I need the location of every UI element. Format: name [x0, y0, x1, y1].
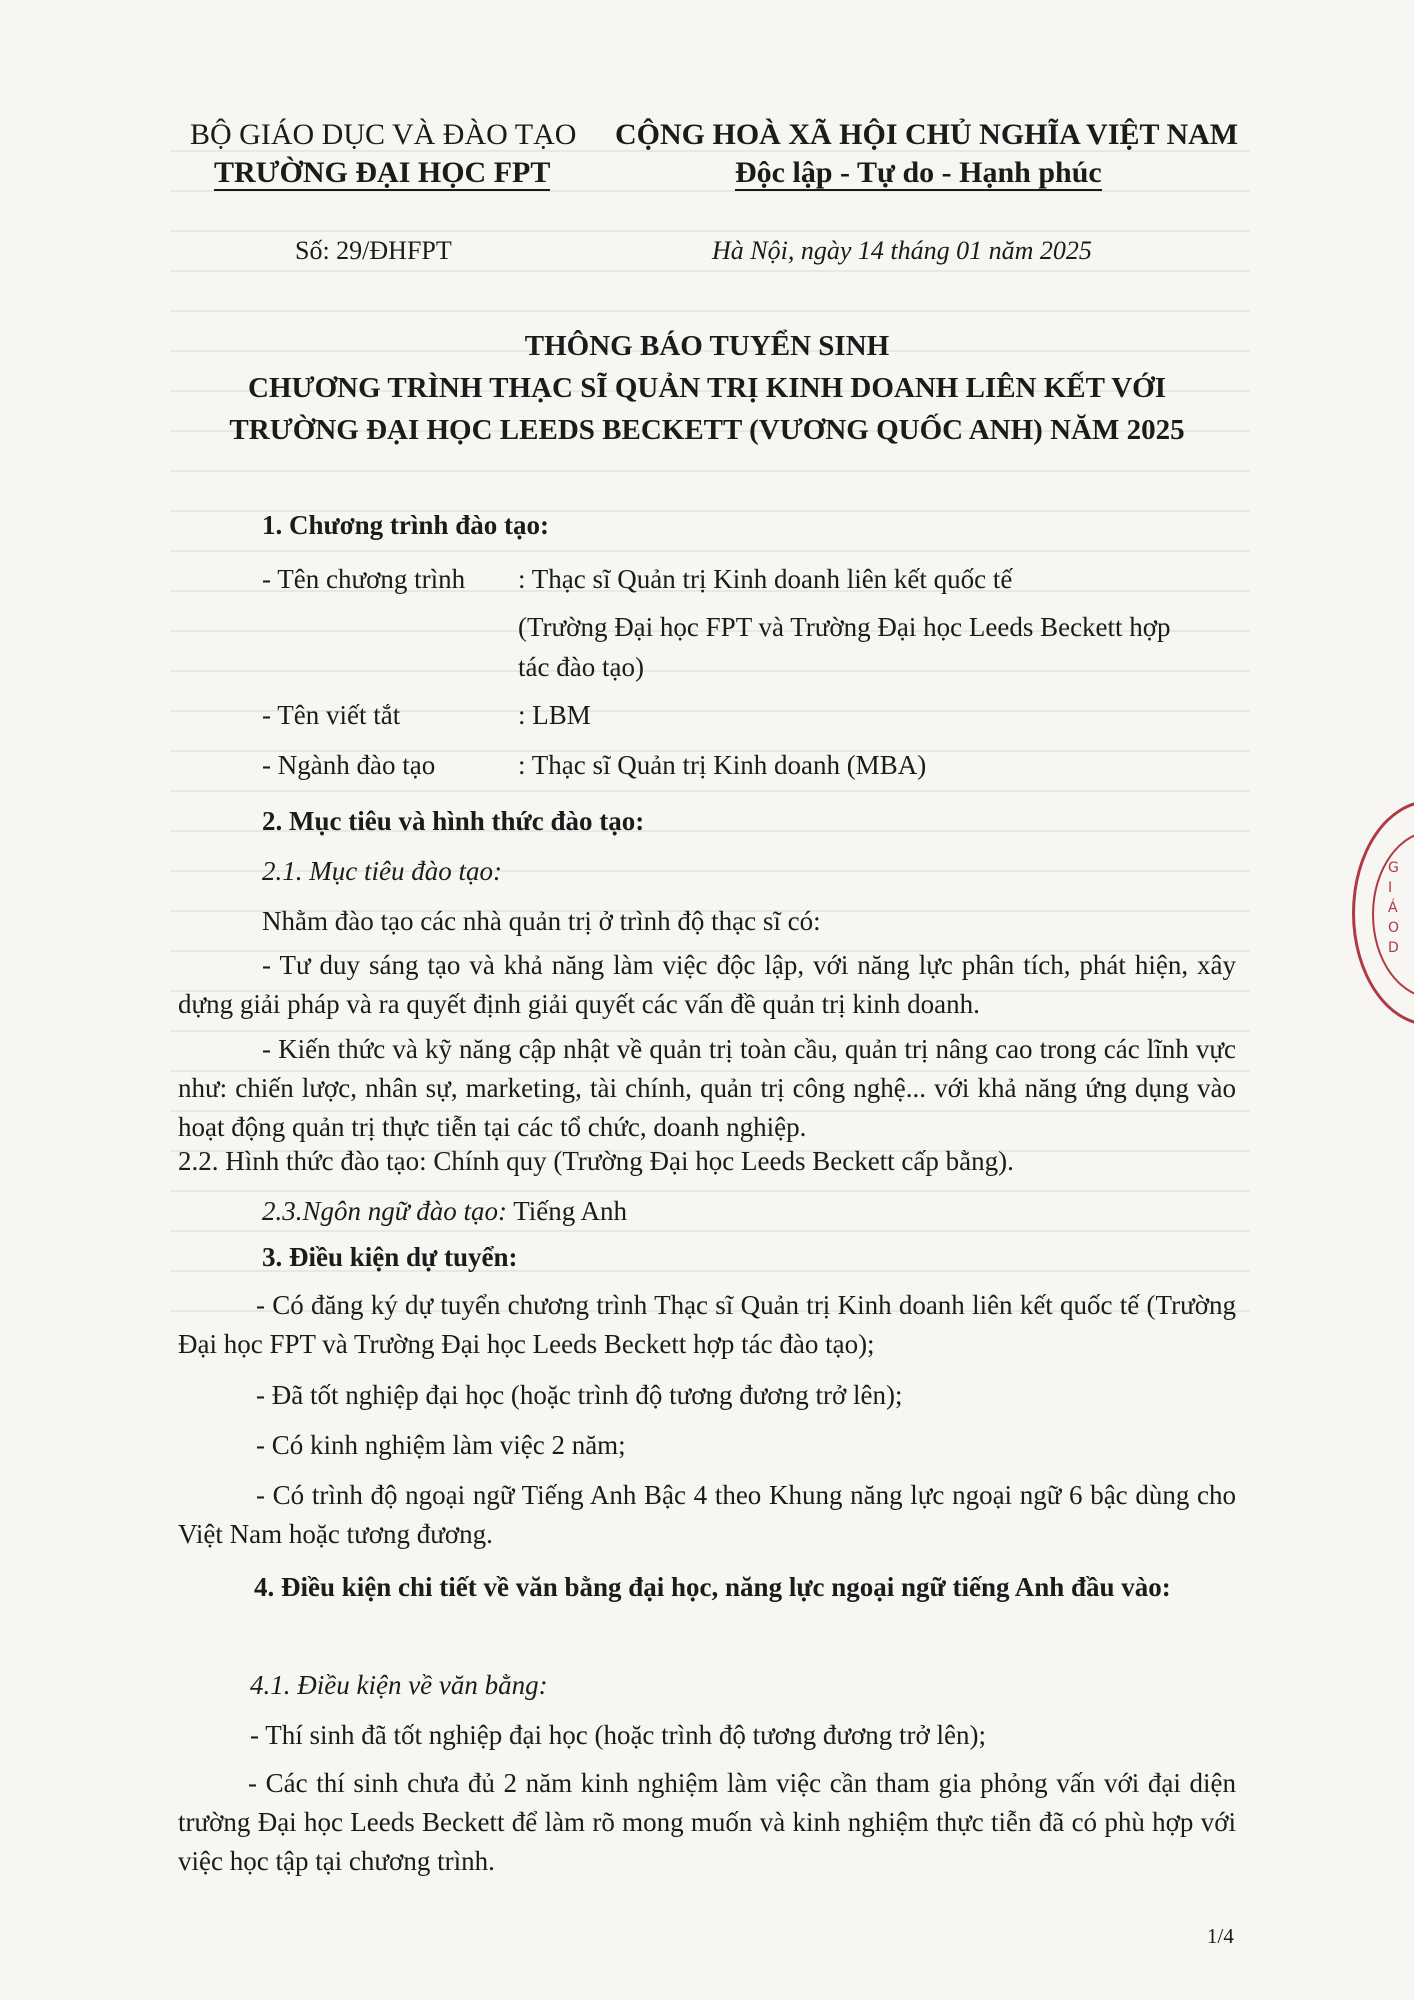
section-4-1-heading: 4.1. Điều kiện về văn bằng:: [250, 1670, 548, 1700]
section-2-heading: 2. Mục tiêu và hình thức đào tạo:: [262, 806, 645, 836]
abbreviation-label: - Tên viết tắt: [262, 700, 401, 730]
condition-item-1: - Có đăng ký dự tuyển chương trình Thạc sĩ Quản trị Kinh doanh liên kết quốc tế (Trường Đại học FPT và Trường Đại học Leeds Beckett hợp tác đào tạo);: [178, 1290, 1236, 1359]
title-line-3: TRƯỜNG ĐẠI HỌC LEEDS BECKETT (VƯƠNG QUỐC ANH) NĂM 2025: [229, 414, 1185, 446]
section-2-2-text: 2.2. Hình thức đào tạo: Chính quy (Trường Đại học Leeds Beckett cấp bằng).: [178, 1146, 1014, 1176]
program-name-label: - Tên chương trình: [262, 564, 466, 594]
condition-item-2: - Đã tốt nghiệp đại học (hoặc trình độ tương đương trở lên);: [256, 1380, 903, 1410]
section-4-heading: 4. Điều kiện chi tiết về văn bằng đại học, năng lực ngoại ngữ tiếng Anh đầu vào:: [254, 1572, 1171, 1602]
document-number: Số: 29/ĐHFPT: [295, 236, 452, 265]
major-value: : Thạc sĩ Quản trị Kinh doanh (MBA): [518, 750, 927, 780]
section-1-heading: 1. Chương trình đào tạo:: [262, 510, 549, 540]
abbreviation-value: : LBM: [518, 700, 591, 730]
date-place: Hà Nội, ngày 14 tháng 01 năm 2025: [712, 236, 1092, 265]
major-label: - Ngành đào tạo: [262, 750, 436, 780]
objective-bullet-1: - Tư duy sáng tạo và khả năng làm việc độc lập, với năng lực phân tích, phát hiện, xây dựng giải pháp và ra quyết định giải quyết các vấn đề quản trị kinh doanh.: [178, 950, 1236, 1019]
program-name-cont-2: tác đào tạo): [518, 652, 644, 682]
page-number: 1/4: [1207, 1924, 1234, 1948]
objectives-intro: Nhằm đào tạo các nhà quản trị ở trình độ thạc sĩ có:: [262, 906, 821, 936]
motto: Độc lập - Tự do - Hạnh phúc: [735, 156, 1102, 189]
section-3-heading: 3. Điều kiện dự tuyển:: [262, 1242, 518, 1272]
title-line-1: THÔNG BÁO TUYỂN SINH: [524, 330, 890, 362]
republic-name: CỘNG HOÀ XÃ HỘI CHỦ NGHĨA VIỆT NAM: [615, 118, 1239, 151]
ministry-name: BỘ GIÁO DỤC VÀ ĐÀO TẠO: [190, 118, 577, 151]
section-2-1-heading: 2.1. Mục tiêu đào tạo:: [262, 856, 502, 886]
university-name: TRƯỜNG ĐẠI HỌC FPT: [214, 156, 551, 189]
objective-bullet-2: - Kiến thức và kỹ năng cập nhật về quản trị toàn cầu, quản trị nâng cao trong các lĩnh vực như: chiến lược, nhân sự, marketing, tài chính, quản trị công nghệ... với khả năng ứng dụng vào hoạt động quản trị thực tiễn tại các tổ chức, doanh nghiệp.: [178, 1034, 1236, 1142]
title-line-2: CHƯƠNG TRÌNH THẠC SĨ QUẢN TRỊ KINH DOANH LIÊN KẾT VỚI: [248, 372, 1166, 404]
degree-item-1: - Thí sinh đã tốt nghiệp đại học (hoặc trình độ tương đương trở lên);: [250, 1720, 986, 1750]
section-2-3-text: 2.3.Ngôn ngữ đào tạo: Tiếng Anh: [262, 1196, 628, 1226]
seal-text: GIÁO D: [1388, 860, 1400, 956]
degree-item-2: - Các thí sinh chưa đủ 2 năm kinh nghiệm làm việc cần tham gia phỏng vấn với đại diện trường Đại học Leeds Beckett để làm rõ mong muốn và kinh nghiệm thực tiễn đã có phù hợp với việc học tập tại chương trình.: [178, 1768, 1236, 1876]
program-name-value: : Thạc sĩ Quản trị Kinh doanh liên kết quốc tế: [518, 564, 1013, 594]
condition-item-4: - Có trình độ ngoại ngữ Tiếng Anh Bậc 4 theo Khung năng lực ngoại ngữ 6 bậc dùng cho Việt Nam hoặc tương đương.: [178, 1480, 1236, 1549]
program-name-cont-1: (Trường Đại học FPT và Trường Đại học Leeds Beckett hợp: [518, 612, 1171, 642]
condition-item-3: - Có kinh nghiệm làm việc 2 năm;: [256, 1430, 626, 1460]
